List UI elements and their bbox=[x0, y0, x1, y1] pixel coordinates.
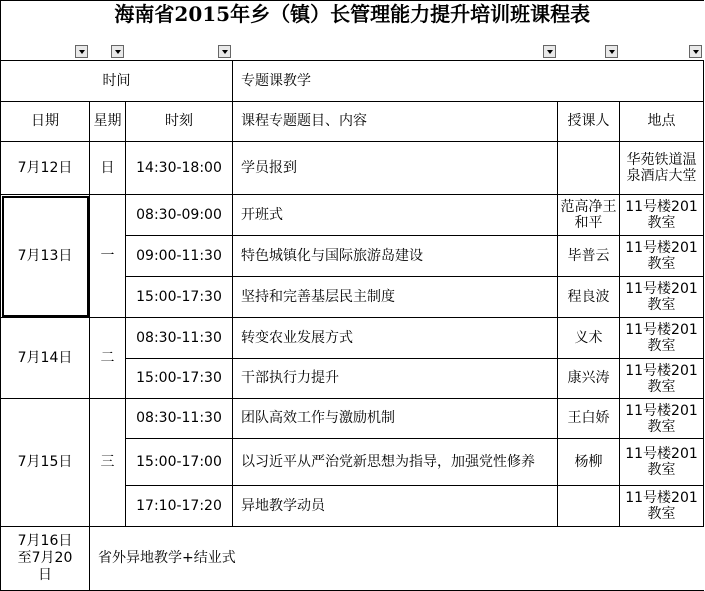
date-cell[interactable]: 7月16日至7月20日 bbox=[1, 527, 90, 591]
date-cell[interactable]: 7月12日 bbox=[1, 142, 90, 195]
place-cell[interactable]: 11号楼201教室 bbox=[620, 236, 704, 277]
teacher-cell[interactable]: 王白娇 bbox=[558, 399, 620, 439]
weekday-cell[interactable]: 一 bbox=[90, 195, 126, 318]
column-header-period[interactable]: 时刻 bbox=[126, 102, 233, 142]
date-cell[interactable]: 7月15日 bbox=[1, 399, 90, 527]
topic-cell[interactable]: 转变农业发展方式 bbox=[233, 318, 558, 359]
teacher-cell[interactable] bbox=[558, 142, 620, 195]
topic-cell[interactable]: 以习近平从严治党新思想为指导，加强党性修养 bbox=[233, 439, 558, 486]
place-cell[interactable]: 11号楼201教室 bbox=[620, 399, 704, 439]
teacher-cell[interactable]: 毕普云 bbox=[558, 236, 620, 277]
teacher-cell[interactable]: 程良波 bbox=[558, 277, 620, 318]
period-cell[interactable]: 09:00-11:30 bbox=[126, 236, 233, 277]
content-group-header[interactable]: 专题课教学 bbox=[233, 61, 704, 102]
period-cell[interactable]: 15:00-17:30 bbox=[126, 359, 233, 399]
period-cell[interactable]: 08:30-11:30 bbox=[126, 318, 233, 359]
period-cell[interactable]: 08:30-11:30 bbox=[126, 399, 233, 439]
period-cell[interactable]: 17:10-17:20 bbox=[126, 486, 233, 527]
date-cell[interactable]: 7月14日 bbox=[1, 318, 90, 399]
place-cell[interactable]: 11号楼201教室 bbox=[620, 439, 704, 486]
column-header-topic[interactable]: 课程专题题目、内容 bbox=[233, 102, 558, 142]
weekday-cell[interactable]: 二 bbox=[90, 318, 126, 399]
place-cell[interactable]: 11号楼201教室 bbox=[620, 195, 704, 236]
place-cell[interactable]: 11号楼201教室 bbox=[620, 359, 704, 399]
place-cell[interactable]: 11号楼201教室 bbox=[620, 277, 704, 318]
column-header-weekday[interactable]: 星期 bbox=[90, 102, 126, 142]
column-header-teacher[interactable]: 授课人 bbox=[558, 102, 620, 142]
period-cell[interactable]: 15:00-17:30 bbox=[126, 277, 233, 318]
filter-dropdown-icon[interactable] bbox=[111, 45, 124, 58]
weekday-cell[interactable]: 三 bbox=[90, 399, 126, 527]
column-header-date[interactable]: 日期 bbox=[1, 102, 90, 142]
date-cell[interactable]: 7月13日 bbox=[1, 195, 90, 318]
topic-cell[interactable]: 学员报到 bbox=[233, 142, 558, 195]
topic-cell[interactable]: 坚持和完善基层民主制度 bbox=[233, 277, 558, 318]
teacher-cell[interactable]: 康兴涛 bbox=[558, 359, 620, 399]
filter-dropdown-icon[interactable] bbox=[543, 45, 556, 58]
place-cell[interactable]: 11号楼201教室 bbox=[620, 486, 704, 527]
page-title bbox=[1, 1, 704, 61]
weekday-cell[interactable]: 日 bbox=[90, 142, 126, 195]
topic-cell[interactable]: 团队高效工作与激励机制 bbox=[233, 399, 558, 439]
teacher-cell[interactable] bbox=[558, 486, 620, 527]
note-cell[interactable]: 省外异地教学+结业式 bbox=[90, 527, 704, 591]
period-cell[interactable]: 08:30-09:00 bbox=[126, 195, 233, 236]
teacher-cell[interactable]: 范高净王和平 bbox=[558, 195, 620, 236]
teacher-cell[interactable]: 义术 bbox=[558, 318, 620, 359]
place-cell[interactable]: 华苑铁道温泉酒店大堂 bbox=[620, 142, 704, 195]
filter-dropdown-icon[interactable] bbox=[605, 45, 618, 58]
filter-dropdown-icon[interactable] bbox=[218, 45, 231, 58]
column-header-place[interactable]: 地点 bbox=[620, 102, 704, 142]
filter-dropdown-icon[interactable] bbox=[75, 45, 88, 58]
time-group-header[interactable]: 时间 bbox=[1, 61, 233, 102]
place-cell[interactable]: 11号楼201教室 bbox=[620, 318, 704, 359]
title-text: 海南省2015年乡（镇）长管理能力提升培训班课程表 bbox=[114, 2, 591, 26]
topic-cell[interactable]: 异地教学动员 bbox=[233, 486, 558, 527]
teacher-cell[interactable]: 杨柳 bbox=[558, 439, 620, 486]
topic-cell[interactable]: 干部执行力提升 bbox=[233, 359, 558, 399]
topic-cell[interactable]: 开班式 bbox=[233, 195, 558, 236]
period-cell[interactable]: 14:30-18:00 bbox=[126, 142, 233, 195]
period-cell[interactable]: 15:00-17:00 bbox=[126, 439, 233, 486]
topic-cell[interactable]: 特色城镇化与国际旅游岛建设 bbox=[233, 236, 558, 277]
filter-dropdown-icon[interactable] bbox=[689, 45, 702, 58]
